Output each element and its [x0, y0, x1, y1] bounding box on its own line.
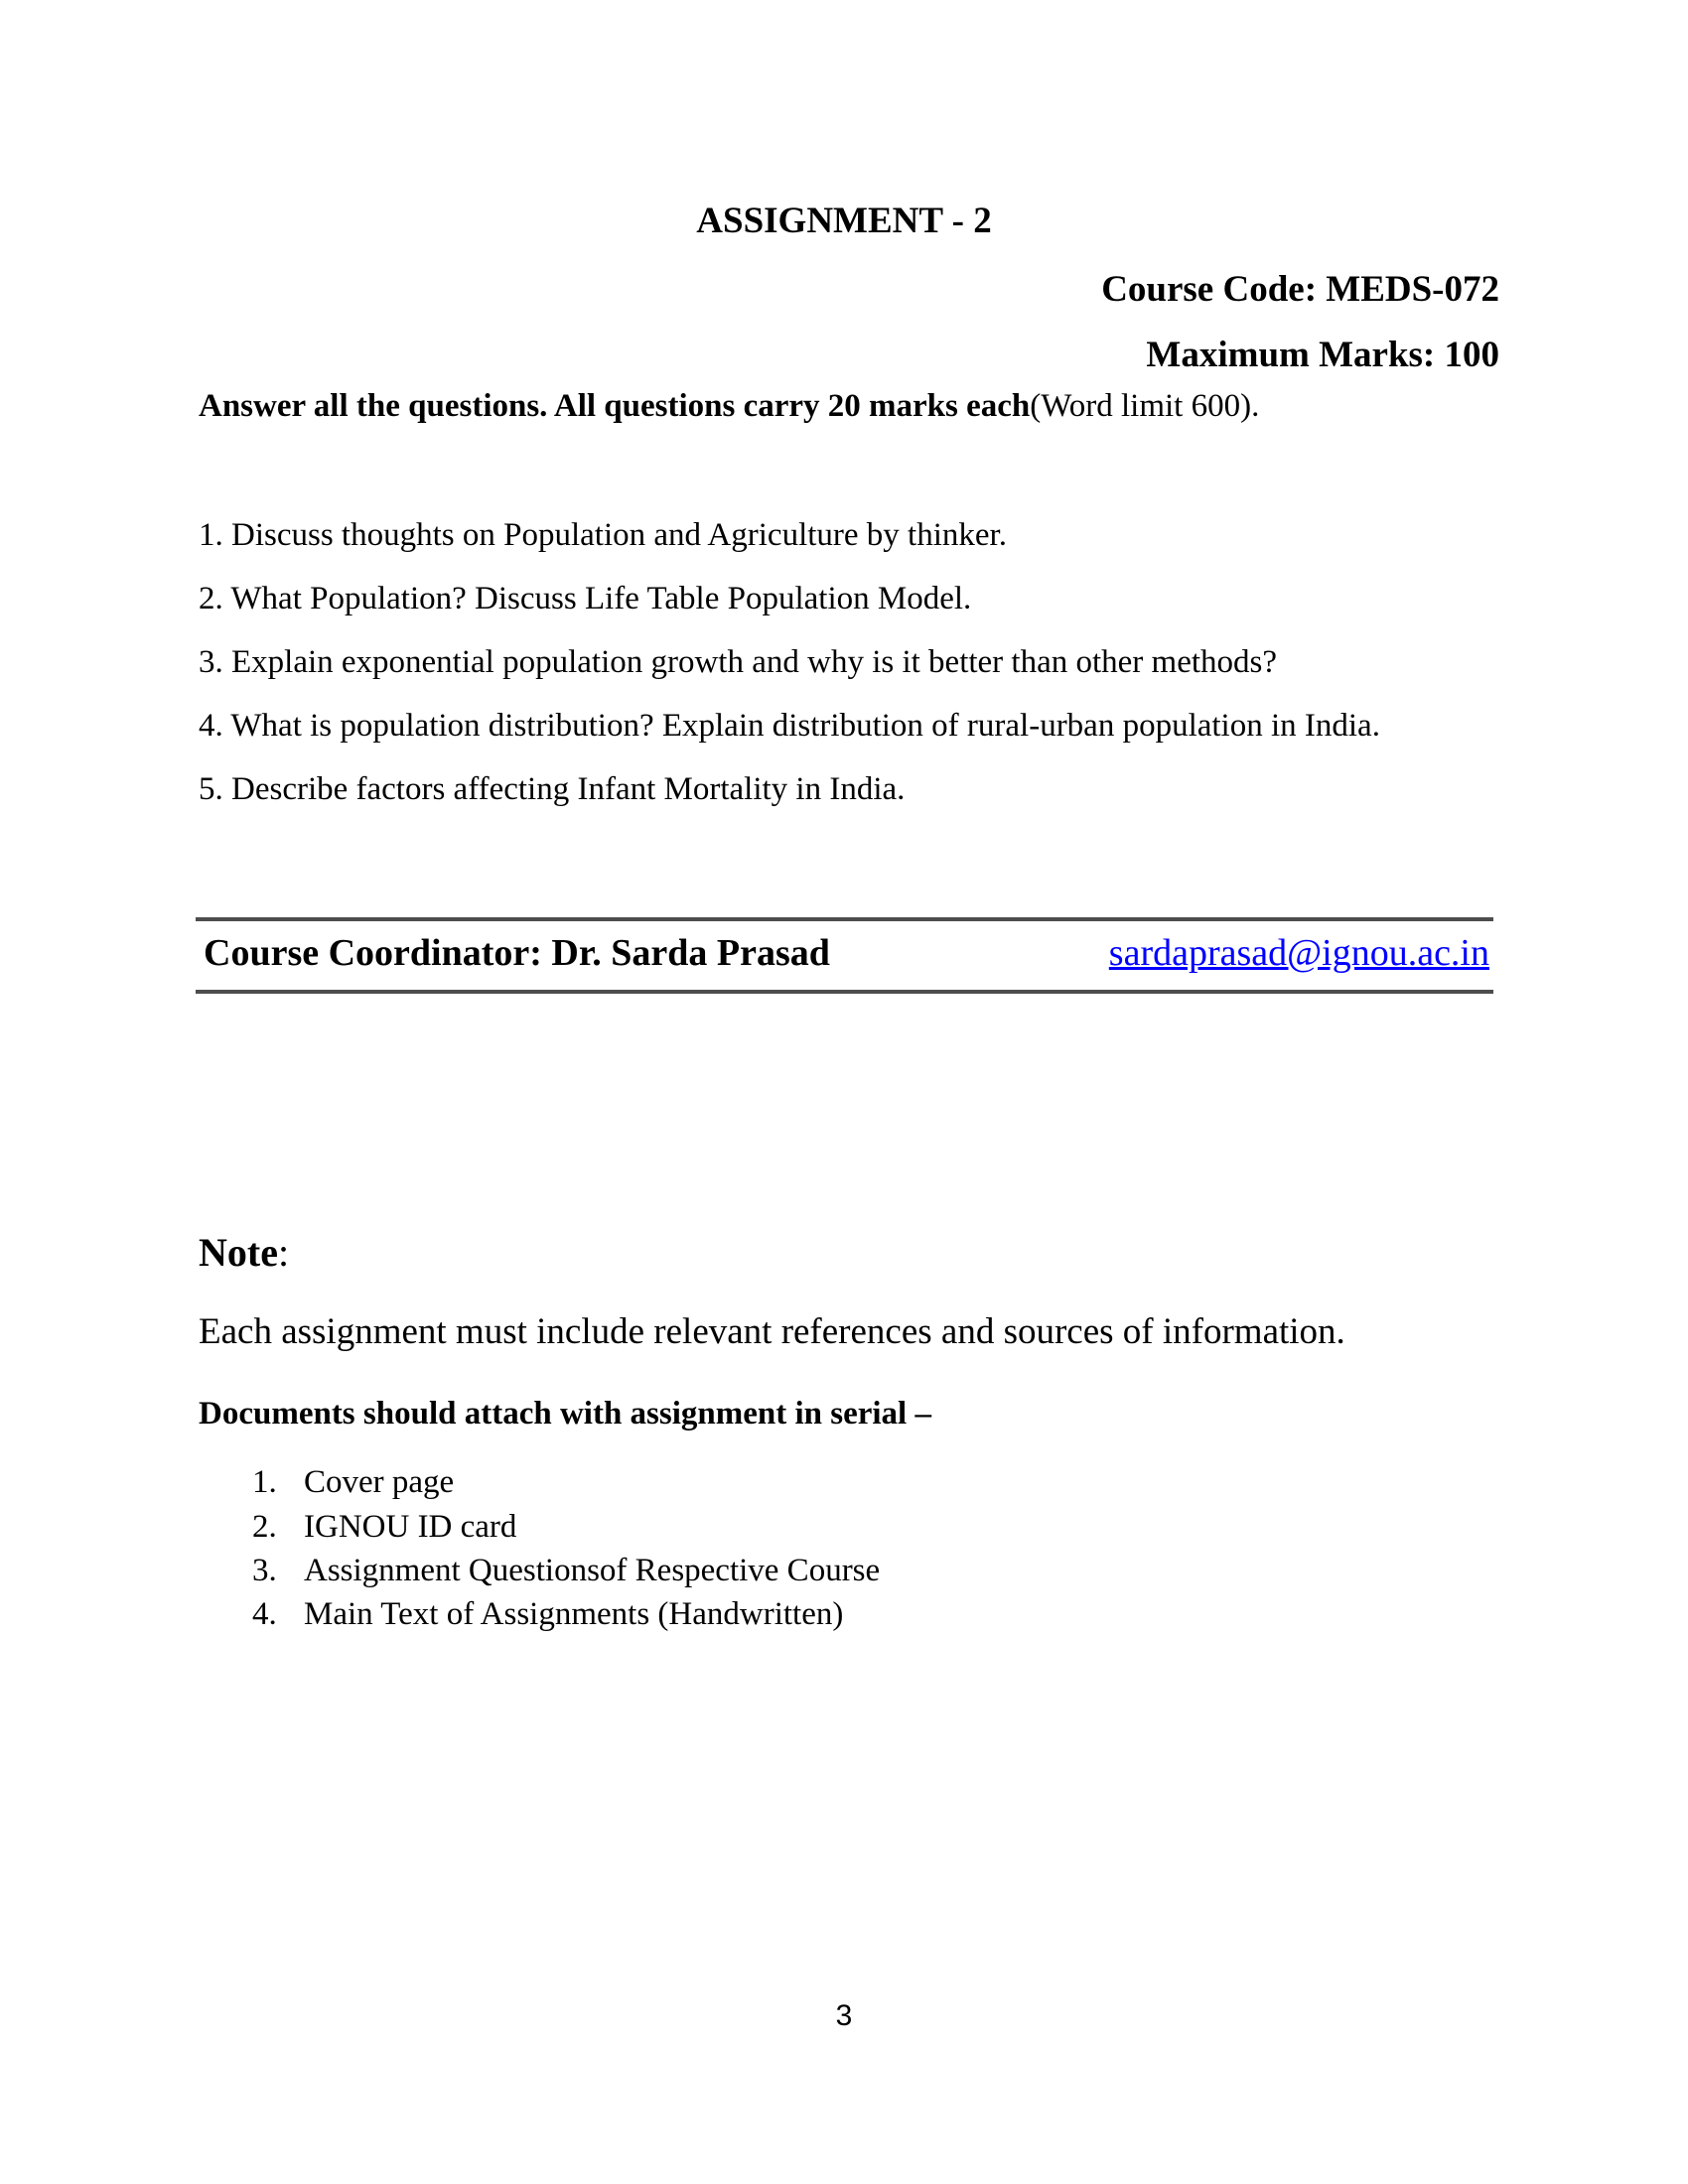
instruction-bold-text: Answer all the questions. All questions carry 20 marks each: [199, 388, 1031, 424]
instruction-line: [199, 388, 1259, 425]
document-list-item: [252, 1553, 880, 1589]
maximum-marks: Maximum Marks: 100: [1146, 335, 1499, 375]
page-title: ASSIGNMENT - 2: [696, 201, 992, 241]
list-number: 4.: [252, 1596, 277, 1632]
note-body: Each assignment must include relevant references and sources of information.: [199, 1311, 1345, 1352]
document-list-item: [252, 1509, 516, 1546]
list-text: Main Text of Assignments (Handwritten): [304, 1596, 844, 1632]
coordinator-email-link[interactable]: sardaprasad@ignou.ac.in: [1108, 932, 1489, 974]
list-text: IGNOU ID card: [304, 1509, 517, 1545]
note-heading-bold: Note: [199, 1230, 278, 1275]
list-number: 2.: [252, 1509, 277, 1545]
divider-bottom: [196, 990, 1493, 994]
coordinator-label: Course Coordinator: Dr. Sarda Prasad: [204, 932, 830, 974]
question-5: 5. Describe factors affecting Infant Mortality in India.: [199, 771, 906, 807]
divider-top: [196, 917, 1493, 921]
course-code: Course Code: MEDS-072: [1101, 269, 1499, 310]
coordinator-row: [204, 931, 1489, 975]
list-number: 1.: [252, 1464, 277, 1500]
page-number: 3: [835, 1999, 853, 2032]
list-number: 3.: [252, 1553, 277, 1588]
documents-heading: Documents should attach with assignment in serial –: [199, 1396, 931, 1432]
list-text: Cover page: [304, 1464, 455, 1500]
note-heading: [199, 1229, 289, 1276]
question-2: 2. What Population? Discuss Life Table Population Model.: [199, 581, 972, 616]
question-3: 3. Explain exponential population growth and why is it better than other methods?: [199, 644, 1278, 680]
question-1: 1. Discuss thoughts on Population and Agriculture by thinker.: [199, 517, 1007, 553]
note-heading-colon: :: [277, 1230, 290, 1275]
list-text: Assignment Questionsof Respective Course: [304, 1553, 881, 1588]
document-list-item: [252, 1596, 843, 1633]
question-4: 4. What is population distribution? Explain distribution of rural-urban population in India.: [199, 708, 1380, 744]
instruction-regular-text: (Word limit 600).: [1030, 388, 1260, 424]
document-list-item: [252, 1464, 454, 1501]
